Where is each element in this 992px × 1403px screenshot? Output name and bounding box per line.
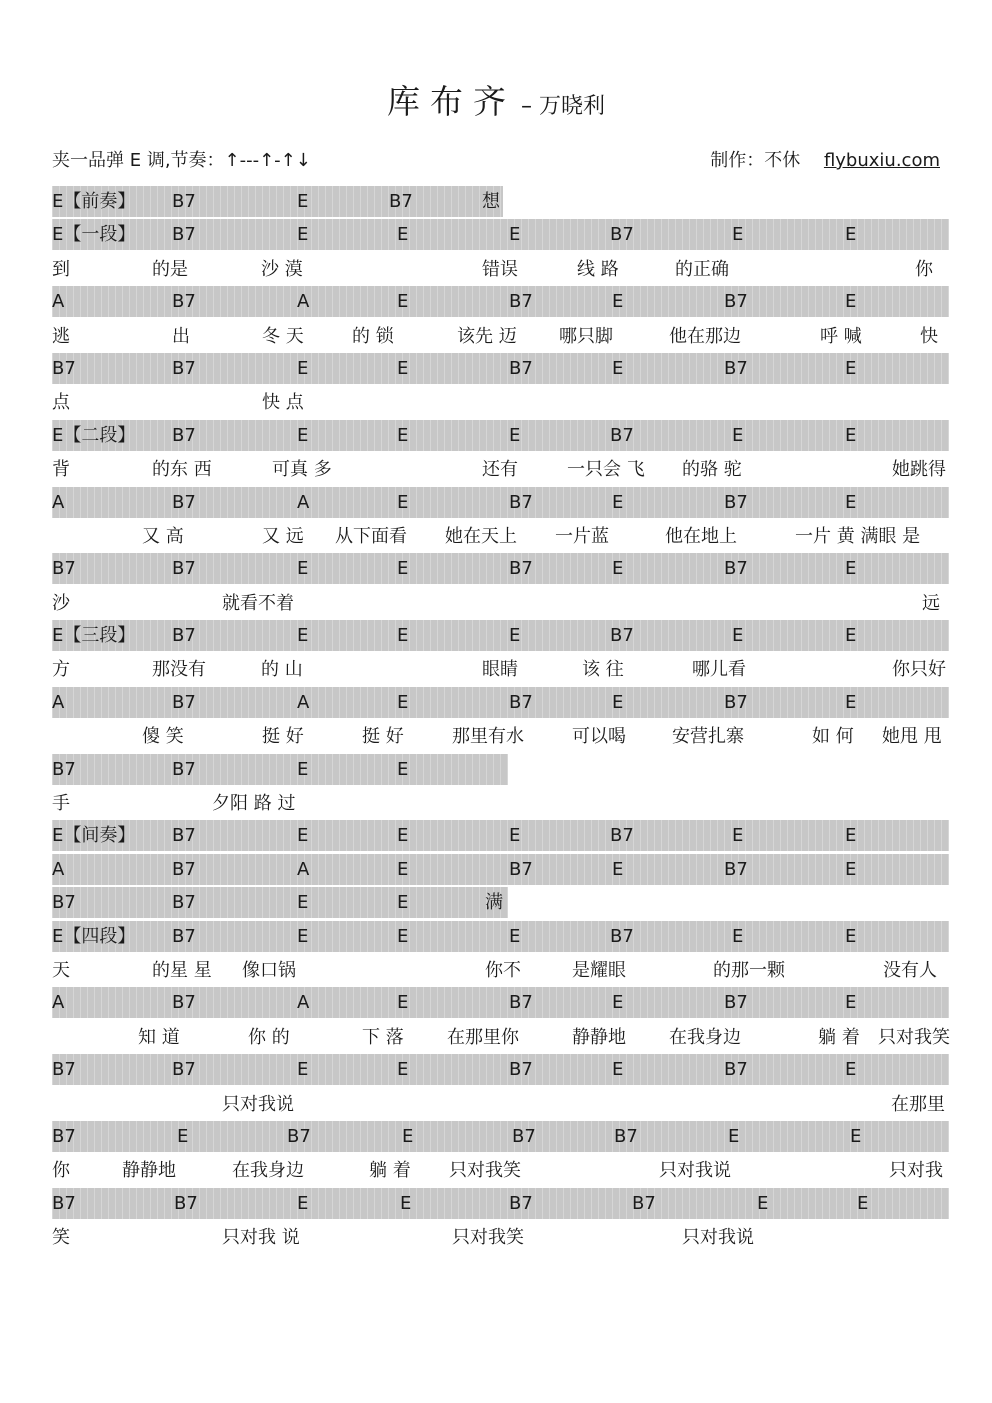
chord-label: A	[297, 858, 310, 880]
chord-label: E	[732, 224, 744, 246]
lyric-text: 只对我笑	[449, 1160, 521, 1182]
chord-label: B7	[632, 1192, 656, 1214]
lyric-text: 线 路	[577, 258, 619, 280]
lyric-text: 躺 着	[369, 1160, 411, 1182]
chord-label: B7	[52, 1059, 76, 1081]
lyric-text: 背	[52, 459, 70, 481]
chord-label: A	[297, 491, 310, 513]
chord-label: E	[397, 491, 409, 513]
chord-row	[52, 352, 949, 385]
lyric-text: 夕阳 路 过	[212, 793, 296, 815]
lyric-text: 哪儿看	[692, 659, 746, 681]
lyric-row	[52, 786, 949, 819]
lyric-text: 可真 多	[272, 459, 332, 481]
chord-label: E	[509, 625, 521, 647]
lyric-row	[52, 652, 949, 685]
lyric-text: 的东 西	[152, 459, 212, 481]
lyric-text: 到	[52, 258, 70, 280]
lyric-text: 的那一颗	[713, 959, 785, 981]
lyric-row	[52, 719, 949, 752]
chord-row	[52, 218, 949, 251]
chord-label: E	[850, 1125, 862, 1147]
chord-label: E【一段】	[52, 224, 136, 246]
lyric-row	[52, 1087, 949, 1120]
chord-label: B7	[610, 224, 634, 246]
chord-label: E	[845, 357, 857, 379]
chord-label: B7	[52, 1125, 76, 1147]
lyric-text: 躺 着	[818, 1026, 860, 1048]
chord-label: E	[397, 892, 409, 914]
chord-label: E	[297, 892, 309, 914]
chord-row	[52, 1053, 949, 1086]
lyric-row	[52, 1220, 949, 1253]
lyric-text: 逃	[52, 325, 70, 347]
chord-label: E	[397, 224, 409, 246]
lyric-text: 的星 星	[152, 959, 212, 981]
chord-bar-background	[52, 754, 508, 785]
chord-label: E【前奏】	[52, 191, 136, 212]
chord-label: E	[297, 191, 309, 212]
chord-label: E	[297, 357, 309, 379]
lyric-row	[52, 519, 949, 552]
chord-label: E	[845, 691, 857, 713]
chord-label: E	[509, 424, 521, 446]
chord-label: E	[297, 424, 309, 446]
chord-label: E	[612, 992, 624, 1014]
lyric-text: 静静地	[122, 1160, 176, 1182]
chord-label: B7	[172, 357, 196, 379]
chord-row	[52, 819, 949, 852]
chord-label: E	[297, 1192, 309, 1214]
chord-label: B7	[610, 925, 634, 947]
chord-label: E	[612, 691, 624, 713]
lyric-text: 是耀眼	[572, 959, 626, 981]
lyric-row	[52, 1153, 949, 1186]
chord-label: B7	[509, 992, 533, 1014]
key-and-rhythm: 夹一品弹 E 调,节奏：↑---↑-↑↓	[52, 150, 311, 171]
chord-label: E	[612, 491, 624, 513]
chord-label: E	[857, 1192, 869, 1214]
chord-label: B7	[172, 191, 196, 212]
lyric-text: 沙	[52, 592, 70, 614]
chord-label: E	[397, 625, 409, 647]
lyric-row	[52, 452, 949, 485]
lyric-text: 那没有	[152, 659, 206, 681]
chord-label: A	[52, 858, 65, 880]
lyric-text: 还有	[482, 459, 518, 481]
chord-label: E	[612, 291, 624, 313]
lyric-text: 就看不着	[222, 592, 294, 614]
chord-label: B7	[724, 992, 748, 1014]
chord-label: E	[732, 424, 744, 446]
chord-row	[52, 285, 949, 318]
lyric-text: 又 高	[142, 525, 184, 547]
chord-label: B7	[610, 825, 634, 847]
lyric-text: 你	[915, 258, 933, 280]
chord-label: 满	[485, 892, 503, 914]
lyric-text: 如 何	[812, 726, 854, 748]
lyric-row	[52, 319, 949, 352]
lyric-row	[52, 586, 949, 619]
chord-label: B7	[509, 357, 533, 379]
chord-label: E	[397, 558, 409, 580]
chord-label: A	[52, 992, 65, 1014]
lyric-text: 出	[172, 325, 190, 347]
lyric-text: 天	[52, 959, 70, 981]
chord-row	[52, 686, 949, 719]
lyric-text: 下 落	[362, 1026, 404, 1048]
chord-row	[52, 619, 949, 652]
chord-label: B7	[52, 758, 76, 780]
lyric-text: 只对我笑	[452, 1227, 524, 1249]
lyric-text: 点	[52, 392, 70, 414]
lyric-text: 错误	[482, 258, 518, 280]
lyric-text: 你不	[485, 959, 521, 981]
chord-label: E	[845, 625, 857, 647]
lyric-text: 从下面看	[335, 525, 407, 547]
chord-row	[52, 753, 949, 786]
chord-label: B7	[389, 191, 413, 212]
lyric-row	[52, 385, 949, 418]
chord-sheet	[52, 185, 949, 1254]
chord-label: B7	[172, 825, 196, 847]
lyric-text: 方	[52, 659, 70, 681]
lyric-text: 那里有水	[452, 726, 524, 748]
chord-label: E【二段】	[52, 424, 136, 446]
chord-label: E	[509, 224, 521, 246]
chord-label: B7	[509, 1059, 533, 1081]
chord-row	[52, 1187, 949, 1220]
chord-label: B7	[724, 1059, 748, 1081]
chord-label: E	[612, 1059, 624, 1081]
lyric-text: 眼睛	[482, 659, 518, 681]
lyric-row	[52, 953, 949, 986]
chord-label: B7	[509, 691, 533, 713]
chord-label: E	[845, 558, 857, 580]
chord-label: B7	[172, 858, 196, 880]
chord-label: E	[732, 925, 744, 947]
lyric-text: 在我身边	[669, 1026, 741, 1048]
chord-label: B7	[172, 892, 196, 914]
artist-name: – 万晓利	[521, 94, 606, 119]
chord-label: B7	[172, 424, 196, 446]
lyric-text: 沙 漠	[261, 258, 303, 280]
chord-label: E	[397, 825, 409, 847]
chord-label: E	[757, 1192, 769, 1214]
chord-label: E	[612, 558, 624, 580]
chord-label: E	[397, 691, 409, 713]
lyric-text: 笑	[52, 1227, 70, 1249]
lyric-text: 傻 笑	[142, 726, 184, 748]
lyric-text: 呼 喊	[820, 325, 862, 347]
chord-label: A	[297, 691, 310, 713]
chord-label: E	[397, 758, 409, 780]
chord-row	[52, 419, 949, 452]
chord-label: E	[845, 825, 857, 847]
chord-label: B7	[724, 491, 748, 513]
chord-label: B7	[512, 1125, 536, 1147]
chord-label: E	[297, 558, 309, 580]
lyric-text: 静静地	[572, 1026, 626, 1048]
chord-label: E	[509, 825, 521, 847]
lyric-text: 安营扎寨	[672, 726, 744, 748]
chord-label: A	[297, 992, 310, 1014]
lyric-text: 的 锁	[352, 325, 394, 347]
chord-label: E	[297, 925, 309, 947]
chord-label: E	[845, 858, 857, 880]
chord-label: E	[397, 858, 409, 880]
credit-line	[710, 146, 940, 172]
lyric-text: 的骆 驼	[682, 459, 742, 481]
chord-label: E	[397, 1059, 409, 1081]
lyric-text: 快 点	[262, 392, 304, 414]
chord-label: E【四段】	[52, 925, 136, 947]
chord-label: B7	[172, 992, 196, 1014]
chord-label: E	[397, 291, 409, 313]
song-title-line	[0, 76, 992, 123]
lyric-text: 又 远	[262, 525, 304, 547]
lyric-text: 该先 迈	[457, 325, 517, 347]
chord-label: B7	[724, 357, 748, 379]
lyric-text: 的正确	[675, 258, 729, 280]
chord-label: B7	[52, 357, 76, 379]
chord-label: E	[845, 291, 857, 313]
chord-label: B7	[172, 625, 196, 647]
chord-label: E	[402, 1125, 414, 1147]
lyric-text: 他在那边	[669, 325, 741, 347]
chord-row	[52, 853, 949, 886]
chord-label: B7	[610, 424, 634, 446]
chord-label: A	[52, 491, 65, 513]
lyric-text: 只对我说	[659, 1160, 731, 1182]
chord-label: E	[400, 1192, 412, 1214]
lyric-text: 在那里	[891, 1093, 945, 1115]
lyric-row	[52, 1020, 949, 1053]
chord-label: B7	[509, 291, 533, 313]
chord-label: E	[612, 858, 624, 880]
lyric-text: 你 的	[248, 1026, 290, 1048]
chord-label: E	[845, 424, 857, 446]
lyric-text: 一片 黄 满眼 是	[795, 525, 921, 547]
chord-label: E	[397, 357, 409, 379]
lyric-text: 挺 好	[262, 726, 304, 748]
lyric-text: 一只会 飞	[567, 459, 645, 481]
chord-label: B7	[172, 224, 196, 246]
chord-label: B7	[172, 691, 196, 713]
chord-label: E	[845, 1059, 857, 1081]
chord-label: 想	[482, 191, 500, 212]
lyric-text: 快	[920, 325, 938, 347]
lyric-text: 哪只脚	[559, 325, 613, 347]
lyric-text: 像口锅	[242, 959, 296, 981]
lyric-text: 可以喝	[572, 726, 626, 748]
chord-label: E	[612, 357, 624, 379]
lyric-text: 只对我	[889, 1160, 943, 1182]
chord-label: B7	[724, 691, 748, 713]
lyric-row	[52, 252, 949, 285]
chord-label: B7	[172, 291, 196, 313]
lyric-text: 她跳得	[892, 459, 946, 481]
chord-label: E	[732, 625, 744, 647]
lyric-text: 在那里你	[447, 1026, 519, 1048]
chord-label: B7	[172, 558, 196, 580]
credit: 制作：不休	[710, 150, 801, 171]
chord-label: B7	[724, 858, 748, 880]
chord-row	[52, 886, 949, 919]
lyric-text: 在我身边	[232, 1160, 304, 1182]
chord-label: B7	[610, 625, 634, 647]
chord-label: B7	[287, 1125, 311, 1147]
chord-label: B7	[172, 1059, 196, 1081]
chord-row	[52, 552, 949, 585]
chord-label: B7	[172, 491, 196, 513]
chord-label: A	[52, 691, 65, 713]
chord-row	[52, 1120, 949, 1153]
chord-bar-background	[52, 887, 508, 918]
chord-label: B7	[172, 925, 196, 947]
chord-label: E	[177, 1125, 189, 1147]
chord-label: E	[397, 925, 409, 947]
lyric-text: 你只好	[892, 659, 946, 681]
lyric-text: 手	[52, 793, 70, 815]
chord-label: E	[297, 825, 309, 847]
chord-label: E	[297, 758, 309, 780]
chord-row	[52, 986, 949, 1019]
lyric-text: 一片蓝	[555, 525, 609, 547]
site-link[interactable]: flybuxiu.com	[823, 150, 940, 171]
lyric-text: 只对我笑	[878, 1026, 950, 1048]
chord-label: E	[732, 825, 744, 847]
chord-label: E	[397, 992, 409, 1014]
lyric-text: 知 道	[138, 1026, 180, 1048]
lyric-text: 她甩 甩	[882, 726, 942, 748]
chord-label: A	[297, 291, 310, 313]
lyric-text: 他在地上	[665, 525, 737, 547]
chord-label: E	[297, 625, 309, 647]
chord-label: B7	[724, 291, 748, 313]
lyric-text: 该 往	[582, 659, 624, 681]
lyric-text: 远	[922, 592, 940, 614]
lyric-text: 她在天上	[445, 525, 517, 547]
chord-label: B7	[174, 1192, 198, 1214]
lyric-text: 的 山	[261, 659, 303, 681]
chord-label: B7	[509, 1192, 533, 1214]
chord-label: E	[845, 925, 857, 947]
lyric-text: 你	[52, 1160, 70, 1182]
lyric-text: 没有人	[883, 959, 937, 981]
chord-label: E	[297, 224, 309, 246]
chord-label: E	[397, 424, 409, 446]
chord-label: B7	[509, 491, 533, 513]
lyric-text: 只对我说	[682, 1227, 754, 1249]
chord-row	[52, 185, 949, 218]
chord-label: E	[845, 224, 857, 246]
chord-label: E	[297, 1059, 309, 1081]
chord-label: B7	[52, 1192, 76, 1214]
chord-label: B7	[52, 892, 76, 914]
song-title: 库布齐	[386, 82, 516, 121]
lyric-text: 只对我说	[222, 1093, 294, 1115]
lyric-text: 冬 天	[262, 325, 304, 347]
chord-label: B7	[724, 558, 748, 580]
chord-label: A	[52, 291, 65, 313]
chord-row	[52, 486, 949, 519]
chord-label: E【间奏】	[52, 825, 136, 847]
chord-label: B7	[52, 558, 76, 580]
chord-row	[52, 920, 949, 953]
chord-label: B7	[509, 558, 533, 580]
chord-label: E	[845, 992, 857, 1014]
chord-label: B7	[509, 858, 533, 880]
chord-label: E	[509, 925, 521, 947]
chord-label: B7	[172, 758, 196, 780]
chord-label: E	[728, 1125, 740, 1147]
chord-label: B7	[614, 1125, 638, 1147]
lyric-text: 挺 好	[362, 726, 404, 748]
chord-label: E【三段】	[52, 625, 136, 647]
lyric-text: 的是	[152, 258, 188, 280]
lyric-text: 只对我 说	[222, 1227, 300, 1249]
chord-label: E	[845, 491, 857, 513]
